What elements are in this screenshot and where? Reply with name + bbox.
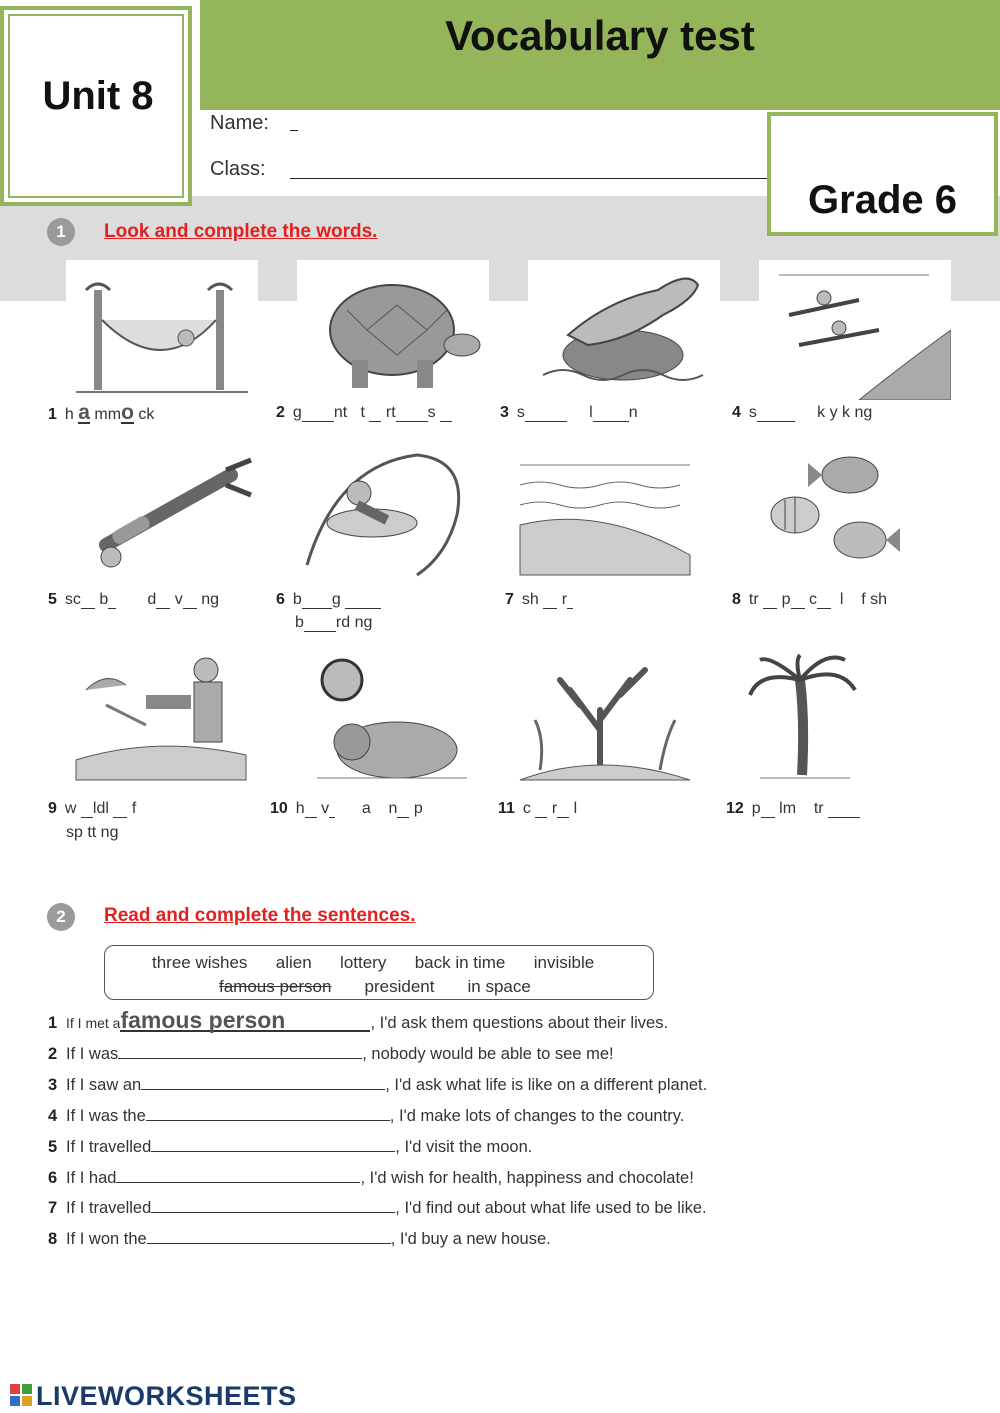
answer-field-4[interactable] bbox=[146, 1104, 390, 1121]
section-1-number: 1 bbox=[47, 218, 75, 246]
word-bank-item: back in time bbox=[414, 953, 506, 972]
body-boarding-icon bbox=[297, 445, 489, 585]
class-label: Class: bbox=[210, 158, 266, 180]
sentence-3: 3 If I saw an , I'd ask what life is like on a different planet. bbox=[48, 1073, 707, 1095]
coral-icon bbox=[510, 650, 702, 790]
have-a-nap-icon bbox=[297, 650, 489, 790]
palm-tree-icon bbox=[740, 650, 932, 790]
section-1-title: Look and complete the words. bbox=[104, 221, 378, 242]
student-info-area bbox=[200, 110, 770, 196]
word-bank-item: three wishes bbox=[152, 953, 248, 972]
word-bank-item: president bbox=[364, 977, 435, 996]
liveworksheets-logo[interactable]: LIVEWORKSHEETS bbox=[36, 1381, 297, 1411]
answer-field-7[interactable] bbox=[151, 1196, 395, 1213]
sentence-6: 6 If I had , I'd wish for health, happiness and chocolate! bbox=[48, 1166, 694, 1188]
name-input[interactable] bbox=[290, 130, 298, 131]
class-input[interactable] bbox=[290, 178, 768, 179]
word-bank-item-used: famous person bbox=[219, 977, 332, 996]
liveworksheets-logo-icon bbox=[10, 1384, 32, 1406]
caption-12: 12 p lm tr bbox=[726, 800, 860, 818]
unit-label: Unit 8 bbox=[42, 74, 154, 118]
word-bank-row-1 bbox=[152, 953, 594, 973]
answer-1a[interactable]: a bbox=[78, 401, 90, 424]
word-bank-row-2 bbox=[219, 977, 531, 997]
caption-6-line2: b rd ng bbox=[295, 614, 373, 631]
answer-field-5[interactable] bbox=[151, 1135, 395, 1152]
shore-icon bbox=[510, 445, 702, 585]
answer-field-8[interactable] bbox=[147, 1227, 391, 1244]
word-bank-item: in space bbox=[467, 977, 531, 996]
page-title: Vocabulary test bbox=[445, 12, 755, 59]
answer-field-2[interactable] bbox=[118, 1042, 362, 1059]
tropical-fish-icon bbox=[750, 445, 942, 585]
sentence-7: 7 If I travelled , I'd find out about what life used to be like. bbox=[48, 1196, 707, 1218]
scuba-diving-icon bbox=[66, 445, 258, 585]
caption-9-line2: sp tt ng bbox=[66, 824, 119, 841]
grade-label: Grade 6 bbox=[808, 178, 957, 222]
caption-6: 6 b g bbox=[276, 591, 381, 609]
caption-10: 10 h v a n p bbox=[270, 800, 423, 817]
caption-4: 4 s k y k ng bbox=[732, 404, 873, 421]
answer-field-6[interactable] bbox=[116, 1166, 360, 1183]
caption-5: 5 sc b d v ng bbox=[48, 591, 219, 608]
answer-field-1[interactable]: famous person bbox=[120, 1010, 370, 1032]
sea-kayaking-icon bbox=[759, 260, 951, 400]
answer-field-3[interactable] bbox=[141, 1073, 385, 1090]
word-bank-item: invisible bbox=[533, 953, 595, 972]
caption-2: 2 g nt t rt s bbox=[276, 404, 452, 422]
section-2-title: Read and complete the sentences. bbox=[104, 905, 416, 926]
sentence-5: 5 If I travelled , I'd visit the moon. bbox=[48, 1135, 532, 1157]
wildlife-spotting-icon bbox=[66, 650, 258, 790]
caption-3: 3 s l n bbox=[500, 404, 638, 421]
section-2-number: 2 bbox=[47, 903, 75, 931]
hammock-icon bbox=[66, 260, 258, 400]
word-bank-item: alien bbox=[275, 953, 312, 972]
caption-11: 11 c r l bbox=[498, 800, 578, 817]
caption-9: 9 w ldl f bbox=[48, 800, 137, 817]
sea-lion-icon bbox=[528, 260, 720, 400]
caption-8: 8 tr p c l f sh bbox=[732, 591, 887, 608]
sentence-1: 1 If I met afamous person , I'd ask them questions about their lives. bbox=[48, 1007, 669, 1033]
caption-1: 1 h a mmo ck bbox=[48, 401, 155, 424]
word-bank-item: lottery bbox=[340, 953, 387, 972]
caption-7: 7 sh r bbox=[505, 591, 573, 609]
sentence-8: 8 If I won the , I'd buy a new house. bbox=[48, 1227, 551, 1249]
giant-tortoise-icon bbox=[297, 260, 489, 400]
sentence-2: 2 If I was , nobody would be able to see me! bbox=[48, 1042, 614, 1064]
answer-1b[interactable]: o bbox=[121, 401, 134, 424]
sentence-4: 4 If I was the , I'd make lots of changes to the country. bbox=[48, 1104, 684, 1126]
name-label: Name: bbox=[210, 112, 269, 134]
